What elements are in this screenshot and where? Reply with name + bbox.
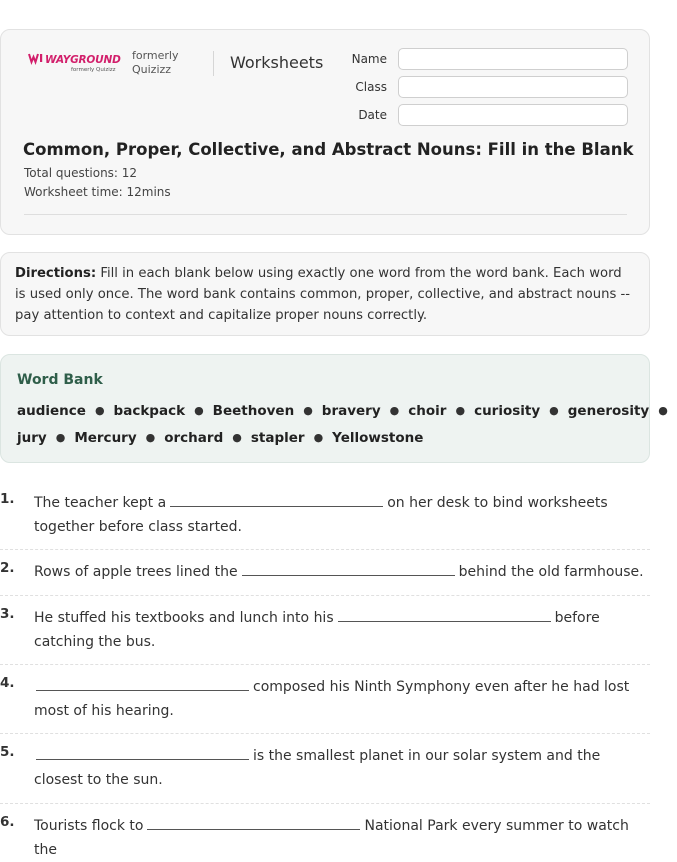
formerly-name: Quizizz [132, 63, 172, 76]
word-bank-row-1 [17, 403, 677, 419]
total-questions: Total questions: 12 [24, 166, 138, 180]
name-label: Name [351, 52, 387, 66]
date-label: Date [358, 108, 387, 122]
bullet-separator: ● [145, 431, 156, 444]
bullet-separator: ● [94, 404, 105, 417]
question-text [34, 491, 646, 539]
answer-blank[interactable] [170, 493, 383, 507]
word-bank-word: choir [408, 403, 447, 419]
logo-subtext: formerly Quizizz [71, 67, 116, 73]
question-divider [0, 549, 650, 550]
section-label: Worksheets [230, 53, 324, 72]
bullet-separator: ● [303, 404, 313, 417]
word-bank-word: orchard [164, 430, 224, 446]
worksheet-header [0, 29, 650, 235]
logo-icon [29, 53, 43, 66]
word-bank-title: Word Bank [17, 372, 103, 388]
directions-text: Fill in each blank below using exactly one word from the word bank. Each word is used only once. The word bank contains common, proper, collective, and abstract nouns -- pay attention to context and capitalize proper nouns correctly. [15, 266, 631, 323]
name-field[interactable] [398, 48, 628, 70]
question-divider [0, 803, 650, 804]
question-number: 3. [0, 606, 15, 622]
class-label: Class [355, 80, 387, 94]
bullet-separator: ● [313, 431, 324, 444]
bullet-separator: ● [194, 404, 204, 417]
formerly-note [132, 49, 202, 77]
answer-blank[interactable] [147, 816, 360, 830]
question-divider [0, 664, 650, 665]
question-text-after: National Park every summer to watch the [34, 818, 629, 858]
directions-box [0, 252, 650, 336]
question-number: 1. [0, 491, 15, 507]
answer-blank[interactable] [36, 677, 249, 691]
question-number: 4. [0, 675, 15, 691]
question-text [34, 560, 646, 584]
answer-blank[interactable] [338, 608, 551, 622]
worksheet-time: Worksheet time: 12mins [24, 185, 171, 199]
directions-label: Directions: [15, 266, 97, 281]
word-bank-word: Beethoven [212, 403, 295, 419]
word-bank-word: bravery [321, 403, 381, 419]
word-bank-word: Yellowstone [332, 430, 424, 446]
word-bank-word: jury [17, 430, 47, 446]
word-bank-word: Mercury [74, 430, 137, 446]
header-rule [24, 214, 627, 215]
question-text-after: composed his Ninth Symphony even after he had lost most of his hearing. [34, 679, 630, 719]
date-field[interactable] [398, 104, 628, 126]
question-number: 6. [0, 814, 15, 830]
question-text [34, 814, 646, 862]
formerly-label: formerly [132, 49, 179, 62]
worksheet-title: Common, Proper, Collective, and Abstract Nouns: Fill in the Blank [23, 140, 634, 159]
question-number: 2. [0, 560, 15, 576]
word-bank-word: backpack [113, 403, 186, 419]
question-text-after: on her desk to bind worksheets together before class started. [34, 495, 608, 535]
question-text-after: is the smallest planet in our solar system and the closest to the sun. [34, 748, 601, 788]
header-divider [213, 51, 214, 76]
bullet-separator: ● [658, 404, 668, 417]
bullet-separator: ● [389, 404, 400, 417]
question-text-before: Tourists flock to [34, 818, 144, 834]
bullet-separator: ● [55, 431, 66, 444]
word-bank [0, 354, 668, 463]
word-bank-word: stapler [250, 430, 305, 446]
answer-blank[interactable] [36, 746, 249, 760]
bullet-separator: ● [232, 431, 242, 444]
bullet-separator: ● [455, 404, 466, 417]
question-divider [0, 733, 650, 734]
question-divider [0, 595, 650, 596]
answer-blank[interactable] [242, 562, 455, 576]
logo-wordmark [29, 53, 121, 66]
word-bank-word: audience [17, 403, 86, 419]
word-bank-word: curiosity [474, 403, 541, 419]
question-number: 5. [0, 744, 15, 760]
question-text [34, 606, 646, 654]
logo-text: WAYGROUND [45, 54, 121, 66]
question-text-before: He stuffed his textbooks and lunch into his [34, 610, 334, 626]
question-text-after: behind the old farmhouse. [458, 564, 644, 580]
word-bank-word: generosity [567, 403, 650, 419]
wayground-logo [29, 53, 119, 77]
bullet-separator: ● [549, 404, 559, 417]
question-text-after: before catching the bus. [34, 610, 600, 650]
question-text [34, 675, 646, 723]
word-bank-row-2 [17, 430, 423, 446]
question-text-before: The teacher kept a [34, 495, 167, 511]
question-text-before: Rows of apple trees lined the [34, 564, 238, 580]
question-text [34, 744, 646, 792]
class-field[interactable] [398, 76, 628, 98]
